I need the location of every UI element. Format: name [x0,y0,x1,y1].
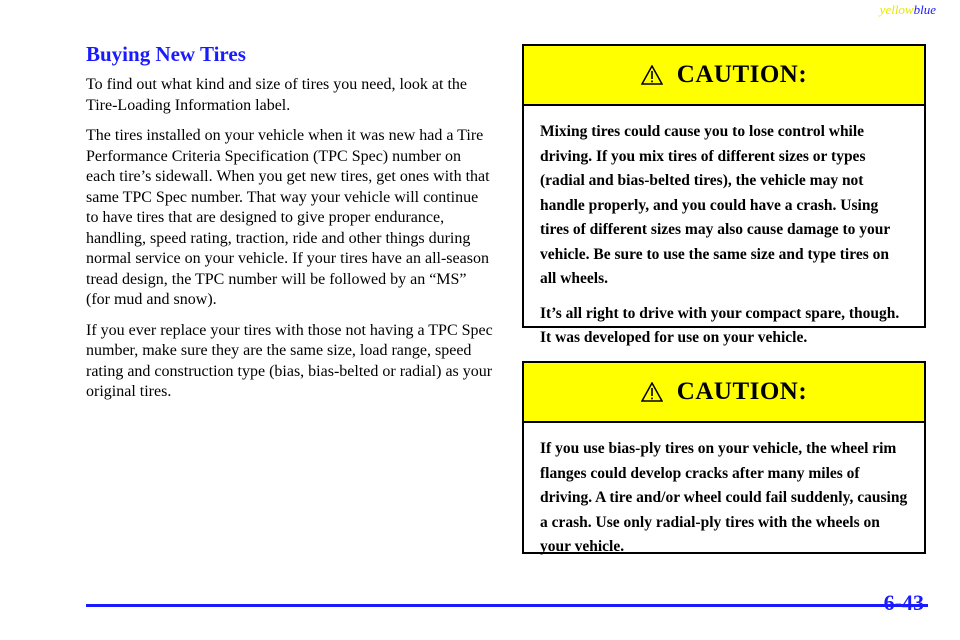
body-paragraph: To find out what kind and size of tires you need, look at the Tire‑Loading Information label. [86,76,468,114]
caution-paragraph: It’s all right to drive with your compact spare, though. It was developed for use on your vehicle. [540,304,900,346]
page-number: 6-43 [883,590,924,615]
caution-title: CAUTION: [676,378,808,405]
section-title: Buying New Tires [86,42,246,66]
warning-triangle-icon [641,382,663,402]
caution-box [522,361,926,554]
print-color-tag [880,2,936,18]
caution-title: CAUTION: [676,61,808,88]
footer-rule [86,604,928,607]
warning-triangle-icon [641,65,663,85]
caution-body [524,106,924,363]
body-paragraph: If you ever replace your tires with those not having a TPC Spec number, make sure they are the same size, load range, speed rating and construction type (bias, bias‑belted or radial) as your original tires. [86,321,493,400]
color-tag-yellow: yellow [879,2,914,17]
caution-box [522,44,926,346]
color-tag-blue: blue [913,2,936,17]
caution-body [524,423,924,572]
body-paragraph: The tires installed on your vehicle when it was new had a Tire Performance Criteria Specification (TPC Spec) number on each tire’s sidewall. When you get new tires, get ones with that same TPC Spec number. That way your vehicle will continue to have tires that are designed to give proper endurance, handling, speed rating, traction, ride and other things during normal service on your vehicle. If your tires have an all‑season tread design, the TPC number will be followed by an “MS” (for mud and snow). [86,127,490,308]
caution-paragraph: Mixing tires could cause you to lose control while driving. If you mix tires of different sizes or types (radial and bias‑belted tires), the vehicle may not handle properly, and you could have a crash. Using tires of different sizes may also cause damage to your vehicle. Be sure to use the same size and type tires on all wheels. [540,123,890,287]
caution-header [524,46,924,106]
caution-header [524,363,924,423]
caution-paragraph: If you use bias‑ply tires on your vehicle, the wheel rim flanges could develop cracks after many miles of driving. A tire and/or wheel could fail suddenly, causing a crash. Use only radial‑ply tires with the wheels on your vehicle. [540,440,908,555]
main-text-column [86,42,494,413]
